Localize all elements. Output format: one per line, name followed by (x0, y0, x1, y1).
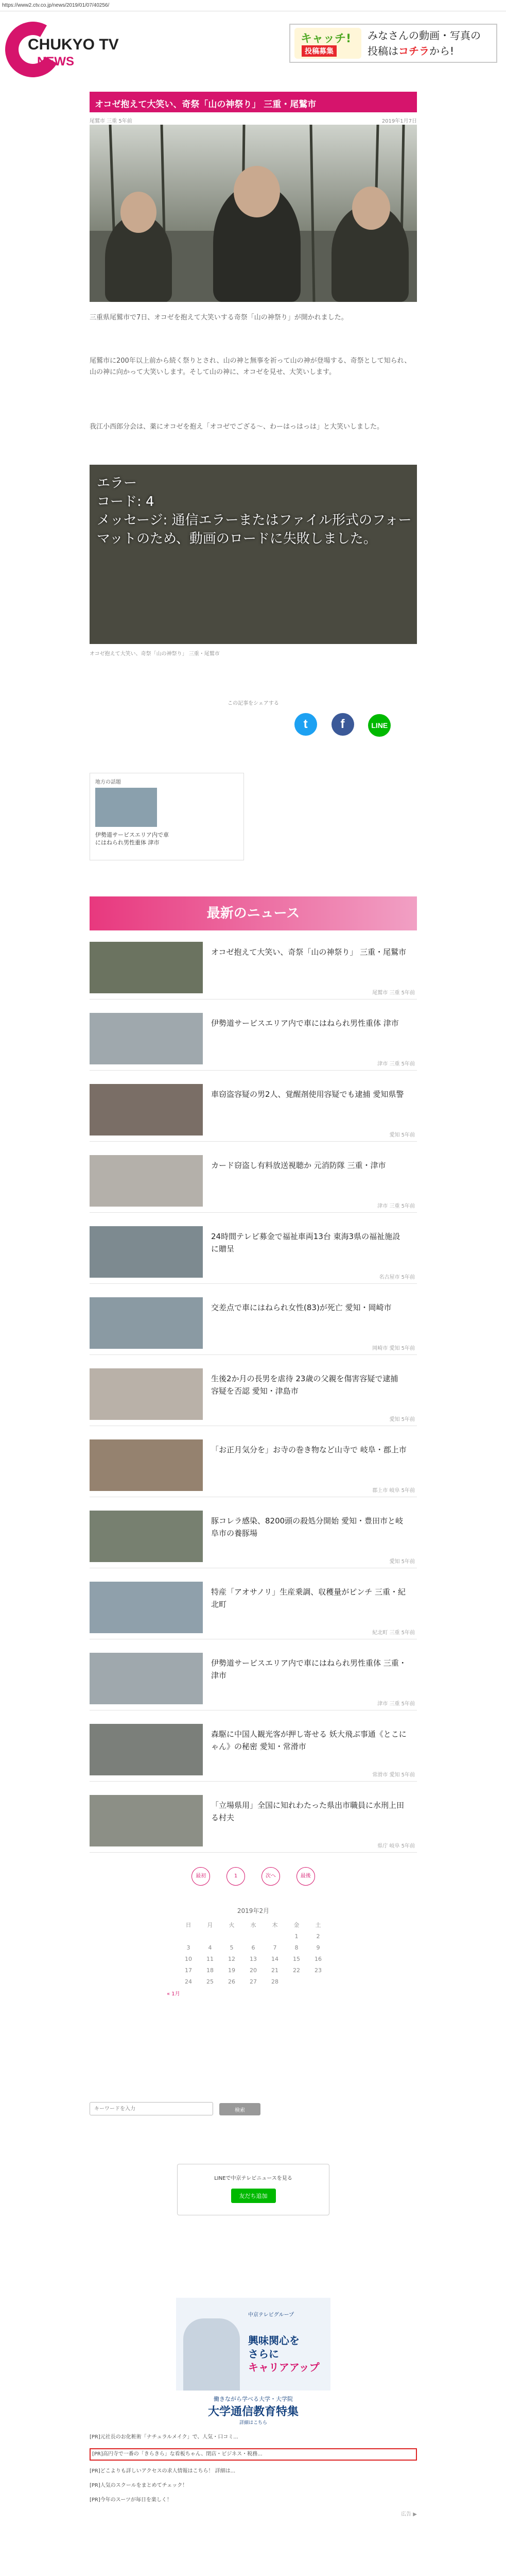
news-title: 24時間テレビ募金で福祉車両13台 東海3県の福祉施設に贈呈 (211, 1232, 400, 1253)
news-thumbnail (90, 1226, 203, 1278)
ad-headline-line: さらに (248, 2348, 279, 2360)
advertisement[interactable] (176, 2298, 330, 2427)
news-thumbnail (90, 1297, 203, 1349)
calendar-day[interactable]: 2 (316, 1933, 320, 1940)
news-item[interactable] (90, 1506, 417, 1568)
catch-logo-badge: 投稿募集 (302, 45, 337, 57)
calendar-day[interactable]: 17 (185, 1967, 192, 1974)
news-thumbnail (90, 1795, 203, 1846)
news-date: 愛知 5年前 (389, 1417, 415, 1422)
pager-first[interactable]: 最初 (191, 1867, 210, 1886)
calendar-day (221, 1930, 242, 1942)
line-box-title: LINEで中京テレビニュースを見る (214, 2176, 292, 2181)
banner-line2 (368, 43, 481, 59)
pr-link[interactable]: [PR]人気のスクールをまとめてチェック！ (90, 2483, 188, 2488)
calendar-day[interactable]: 19 (228, 1967, 235, 1974)
calendar-day (178, 1930, 199, 1942)
article-meta (90, 116, 417, 124)
video-error-line: エラー (97, 476, 137, 491)
calendar-day (242, 1930, 264, 1942)
banner-text (368, 28, 481, 59)
ad-headline-line: 興味関心を (248, 2334, 300, 2347)
news-item[interactable] (90, 1649, 417, 1710)
ad-headline-line: キャリアアップ (248, 2361, 320, 2374)
calendar-weekday: 土 (315, 1922, 321, 1928)
submission-banner[interactable] (289, 24, 497, 63)
calendar-weekday: 日 (185, 1922, 191, 1928)
news-item[interactable] (90, 1578, 417, 1639)
news-thumbnail (90, 1582, 203, 1633)
catch-logo-text: キャッチ! (301, 32, 352, 45)
calendar-day[interactable]: 18 (206, 1967, 214, 1974)
news-date: 愛知 5年前 (389, 1559, 415, 1565)
news-date: 郡上市 岐阜 5年前 (372, 1488, 415, 1494)
ad-top: 中京テレビグループ (248, 2312, 294, 2318)
news-title: 車窃盗容疑の男2人、覚醒剤使用容疑でも逮捕 愛知県警 (211, 1090, 404, 1099)
calendar-day[interactable]: 21 (271, 1967, 278, 1974)
hero-face (234, 166, 280, 217)
banner-line1: みなさんの動画・写真の (368, 29, 481, 42)
line-share-icon[interactable]: LINE (368, 714, 391, 737)
calendar-day (307, 1976, 329, 1987)
search-button[interactable]: 検索 (219, 2103, 260, 2115)
browser-url[interactable]: https://www2.ctv.co.jp/news/2019/01/07/40256/ (0, 0, 506, 11)
news-date: 岡崎市 愛知 5年前 (372, 1346, 415, 1351)
calendar-prev[interactable]: « 1月 (167, 1991, 180, 1997)
calendar-day[interactable]: 15 (293, 1955, 300, 1962)
news-title: 伊勢道サービスエリア内で車にはねられ男性重体 三重・津市 (211, 1658, 407, 1680)
news-item[interactable] (90, 1222, 417, 1284)
banner-line2-b: から! (429, 45, 455, 57)
article-meta-left: 尾鷲市 三重 5年前 (90, 118, 132, 124)
news-thumbnail (90, 1511, 203, 1562)
calendar-day[interactable]: 24 (185, 1978, 192, 1985)
calendar-weekday: 金 (293, 1922, 300, 1928)
news-date: 津市 三重 5年前 (377, 1701, 415, 1707)
video-player[interactable] (90, 465, 417, 644)
calendar-weekday: 月 (207, 1922, 213, 1928)
line-add-friend-button[interactable]: 友だち追加 (231, 2189, 276, 2203)
calendar-day (199, 1930, 221, 1942)
logo-title: CHUKYO TV (28, 36, 119, 53)
news-date: 常滑市 愛知 5年前 (372, 1772, 415, 1778)
ad-footer-a: 働きながら学べる大学・大学院 (214, 2396, 293, 2402)
article-paragraph: 我江小西郎分会は、薬にオコゼを抱え「オコゼでござる〜、わーはっはっは」と大笑いしました。 (90, 423, 383, 431)
news-date: 紀北町 三重 5年前 (372, 1630, 415, 1636)
news-item[interactable] (90, 938, 417, 999)
news-thumbnail (90, 1439, 203, 1491)
calendar-day[interactable]: 5 (230, 1944, 234, 1951)
search-form (90, 2102, 417, 2117)
ad-footer-b: 大学通信教育特集 (207, 2405, 299, 2418)
ad-choices[interactable]: 広告 ▶ (401, 2512, 417, 2517)
related-tag: 地方の話題 (95, 779, 121, 785)
calendar (90, 1906, 417, 1999)
video-error-line: メッセージ: 通信エラーまたはファイル形式のフォーマットのため、動画のロードに失敗しました。 (97, 513, 412, 547)
news-thumbnail (90, 1084, 203, 1136)
calendar-day[interactable]: 13 (250, 1955, 257, 1962)
latest-news-heading: 最新のニュース (90, 896, 417, 930)
calendar-weekday: 木 (272, 1922, 278, 1928)
pager-last[interactable]: 最後 (296, 1867, 315, 1886)
calendar-weekday: 火 (229, 1922, 235, 1928)
news-thumbnail (90, 942, 203, 993)
related-thumbnail (95, 788, 157, 827)
article-paragraph: 尾鷲市に200年以上前から続く祭りとされ、山の神と無事を祈って山の神が登場する、奇祭として知られ、山の神に向かって大笑いします。そして山の神に、オコゼを見せ、大笑いします。 (90, 357, 411, 376)
calendar-day[interactable]: 16 (315, 1955, 322, 1962)
banner-highlight: コチラ (398, 45, 429, 57)
article-date: 2019年1月7日 (381, 118, 417, 124)
ad-person-image (183, 2318, 240, 2391)
calendar-day (286, 1976, 307, 1987)
pr-link[interactable]: [PR]どこよりも詳しいアクセスの求人情報はこちら！ 詳細は... (90, 2468, 236, 2474)
news-date: 尾鷲市 三重 5年前 (372, 990, 415, 996)
pager-next[interactable]: 次へ (261, 1867, 280, 1886)
news-thumbnail (90, 1653, 203, 1704)
calendar-day[interactable]: 7 (273, 1944, 277, 1951)
news-title: 「立場県用」全国に知れわたった県出市職員に水刑上田る村夫 (211, 1801, 405, 1822)
article-title: オコゼ抱えて大笑い、奇祭「山の神祭り」 三重・尾鷲市 (90, 92, 417, 112)
news-title: オコゼ抱えて大笑い、奇祭「山の神祭り」 三重・尾鷲市 (211, 947, 407, 957)
calendar-day[interactable]: 28 (271, 1978, 278, 1985)
calendar-day[interactable]: 25 (206, 1978, 214, 1985)
calendar-day[interactable]: 6 (251, 1944, 255, 1951)
ad-footer (176, 2391, 330, 2427)
video-error-line: コード: 4 (97, 494, 154, 510)
article-paragraph: 三重県尾鷲市で7日、オコゼを抱えて大笑いする奇祭「山の神祭り」が開かれました。 (90, 314, 348, 321)
news-item[interactable] (90, 1151, 417, 1213)
calendar-day[interactable]: 1 (294, 1933, 299, 1940)
share-bar (90, 713, 506, 739)
news-date: 津市 三重 5年前 (377, 1204, 415, 1209)
calendar-day[interactable]: 10 (185, 1955, 192, 1962)
calendar-day[interactable]: 3 (186, 1944, 190, 1951)
news-title: 森駆に中国人観光客が押し寄せる 妖大飛ぶ事通《とこにゃん》の秘密 愛知・常滑市 (211, 1730, 407, 1751)
calendar-day[interactable]: 12 (228, 1955, 235, 1962)
calendar-day[interactable]: 20 (250, 1967, 257, 1974)
news-item[interactable] (90, 1435, 417, 1497)
logo-subtitle: NEWS (37, 55, 74, 69)
news-thumbnail (90, 1724, 203, 1775)
news-title: 「お正月気分を」お寺の巻き物など山寺で 岐阜・郡上市 (211, 1445, 407, 1454)
news-item[interactable] (90, 1009, 417, 1071)
video-error (97, 474, 417, 548)
news-title: 豚コレラ感染、8200頭の殺処分開始 愛知・豊田市と岐阜市の養豚場 (211, 1516, 403, 1538)
news-item[interactable] (90, 1364, 417, 1426)
banner-line2-a: 投稿は (368, 45, 398, 57)
news-date: 津市 三重 5年前 (377, 1061, 415, 1067)
calendar-day[interactable]: 14 (271, 1955, 278, 1962)
calendar-day[interactable]: 22 (293, 1967, 300, 1974)
news-thumbnail (90, 1368, 203, 1420)
news-title: 特産「アオサノリ」生産乗調、収穫量がピンチ 三重・紀北町 (211, 1587, 406, 1609)
hero-face (120, 192, 156, 233)
site-logo[interactable] (3, 19, 119, 86)
pr-link[interactable]: [PR]高円寺で一番の「きらきら」な看板ちゃん、閉店・ビジネス・税務... (90, 2448, 417, 2461)
news-date: 県庁 岐阜 5年前 (377, 1843, 415, 1849)
news-title: 交差点で車にはねられ女性(83)が死亡 愛知・岡崎市 (211, 1303, 392, 1312)
ad-headline (248, 2334, 320, 2374)
calendar-day (264, 1930, 286, 1942)
calendar-table (178, 1919, 329, 1987)
news-item[interactable] (90, 1293, 417, 1355)
article-hero-image (90, 125, 417, 302)
news-title: カード窃盗し有料放送視聴か 元消防隊 三重・津市 (211, 1161, 386, 1170)
facebook-share-icon[interactable]: f (331, 713, 354, 736)
calendar-day[interactable]: 26 (228, 1978, 235, 1985)
news-item[interactable] (90, 1791, 417, 1853)
pager-page[interactable]: 1 (226, 1867, 245, 1886)
news-item[interactable] (90, 1720, 417, 1782)
share-label: この記事をシェアする (228, 701, 279, 706)
ad-footer-c: 詳細はこちら (239, 2420, 267, 2426)
news-title: 伊勢道サービスエリア内で車にはねられ男性重体 津市 (211, 1019, 399, 1028)
calendar-day[interactable]: 4 (208, 1944, 212, 1951)
news-thumbnail (90, 1155, 203, 1207)
pagination (90, 1867, 417, 1888)
news-date: 名古屋市 5年前 (379, 1275, 415, 1280)
catch-logo (294, 28, 361, 59)
pr-link[interactable]: [PR]今年のスーツが毎日を楽しく！ (90, 2497, 172, 2503)
calendar-title: 2019年2月 (237, 1907, 270, 1914)
news-date: 愛知 5年前 (389, 1132, 415, 1138)
pr-link[interactable]: [PR]元社長のお化粧術「ナチュラルメイク」で、人気・口コミ... (90, 2434, 238, 2440)
calendar-weekday: 水 (250, 1922, 256, 1928)
site-header (0, 16, 506, 89)
news-thumbnail (90, 1013, 203, 1064)
related-title: 伊勢道サービスエリア内で車にはねられ男性重体 津市 (95, 832, 169, 846)
calendar-day[interactable]: 8 (294, 1944, 299, 1951)
related-card[interactable] (90, 773, 244, 860)
pr-links (90, 2434, 417, 2526)
news-title: 生後2か月の長男を虐待 23歳の父親を傷害容疑で逮捕 容疑を否認 愛知・津島市 (211, 1374, 398, 1396)
line-friend-box (177, 2164, 329, 2215)
calendar-day[interactable]: 9 (316, 1944, 320, 1951)
search-input[interactable] (90, 2102, 213, 2115)
calendar-day[interactable]: 11 (206, 1955, 214, 1962)
hero-face (352, 187, 390, 230)
calendar-day[interactable]: 27 (250, 1978, 257, 1985)
twitter-share-icon[interactable]: t (294, 713, 317, 736)
video-caption: オコゼ抱えて大笑い、奇祭「山の神祭り」 三重・尾鷲市 (90, 651, 220, 657)
news-item[interactable] (90, 1080, 417, 1142)
calendar-day[interactable]: 23 (315, 1967, 322, 1974)
